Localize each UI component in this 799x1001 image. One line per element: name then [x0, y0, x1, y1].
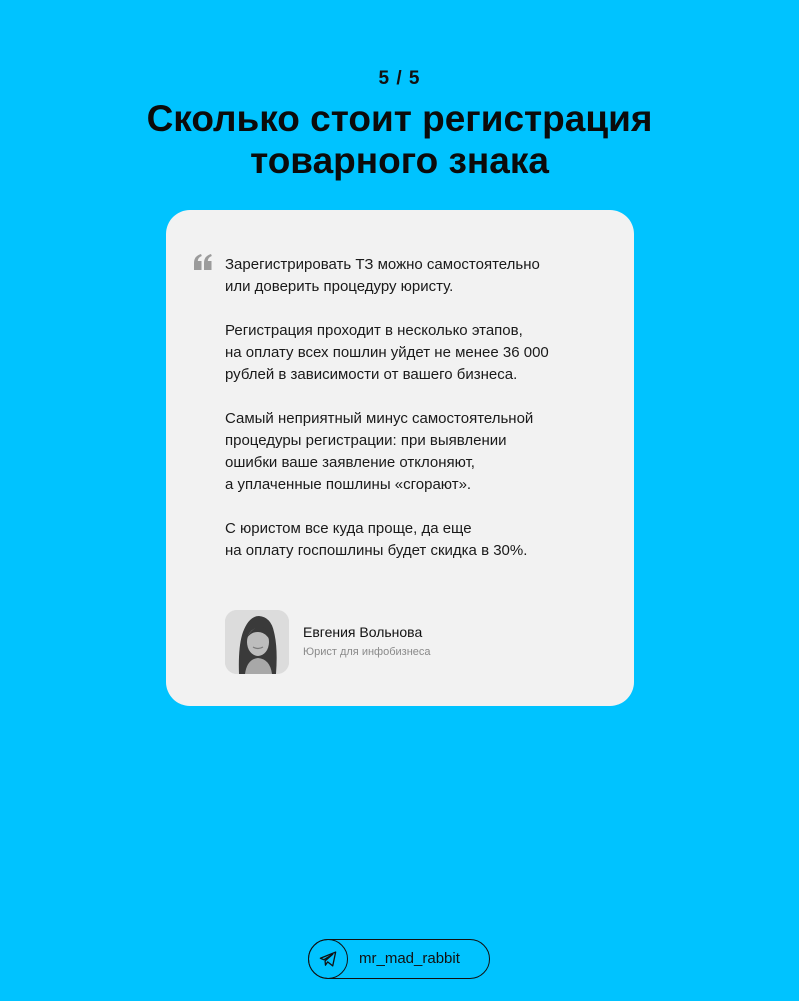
quote-icon — [194, 254, 212, 270]
telegram-link[interactable] — [308, 939, 490, 979]
quote-line: процедуры регистрации: при выявлении — [225, 432, 507, 449]
page-title-line: Сколько стоит регистрация — [146, 98, 653, 139]
quote-line: С юристом все куда проще, да еще — [225, 520, 472, 537]
quote-line: на оплату всех пошлин уйдет не менее 36 000 — [225, 344, 549, 361]
quote-text — [225, 254, 615, 584]
page-title — [0, 98, 799, 182]
telegram-handle: mr_mad_rabbit — [359, 950, 460, 967]
quote-line: Самый неприятный минус самостоятельной — [225, 410, 534, 427]
quote-paragraph — [225, 518, 615, 562]
quote-line: Зарегистрировать ТЗ можно самостоятельно — [225, 256, 540, 273]
avatar-photo — [225, 610, 289, 674]
page-counter: 5 / 5 — [378, 68, 421, 89]
quote-card — [166, 210, 634, 706]
author-role: Юрист для инфобизнеса — [303, 646, 431, 658]
quote-paragraph — [225, 408, 615, 496]
quote-line: или доверить процедуру юристу. — [225, 278, 454, 295]
quote-line: а уплаченные пошлины «сгорают». — [225, 476, 472, 493]
author-name: Евгения Вольнова — [303, 624, 423, 640]
quote-paragraph — [225, 320, 615, 386]
telegram-icon-circle — [308, 939, 348, 979]
quote-line: Регистрация проходит в несколько этапов, — [225, 322, 523, 339]
quote-line: ошибки ваше заявление отклоняют, — [225, 454, 475, 471]
telegram-icon — [319, 951, 337, 967]
page-title-line: товарного знака — [250, 140, 549, 181]
quote-line: на оплату госпошлины будет скидка в 30%. — [225, 542, 528, 559]
quote-paragraph — [225, 254, 615, 298]
avatar — [225, 610, 289, 674]
quote-line: рублей в зависимости от вашего бизнеса. — [225, 366, 518, 383]
author-info — [303, 623, 431, 661]
author-block — [225, 610, 431, 674]
